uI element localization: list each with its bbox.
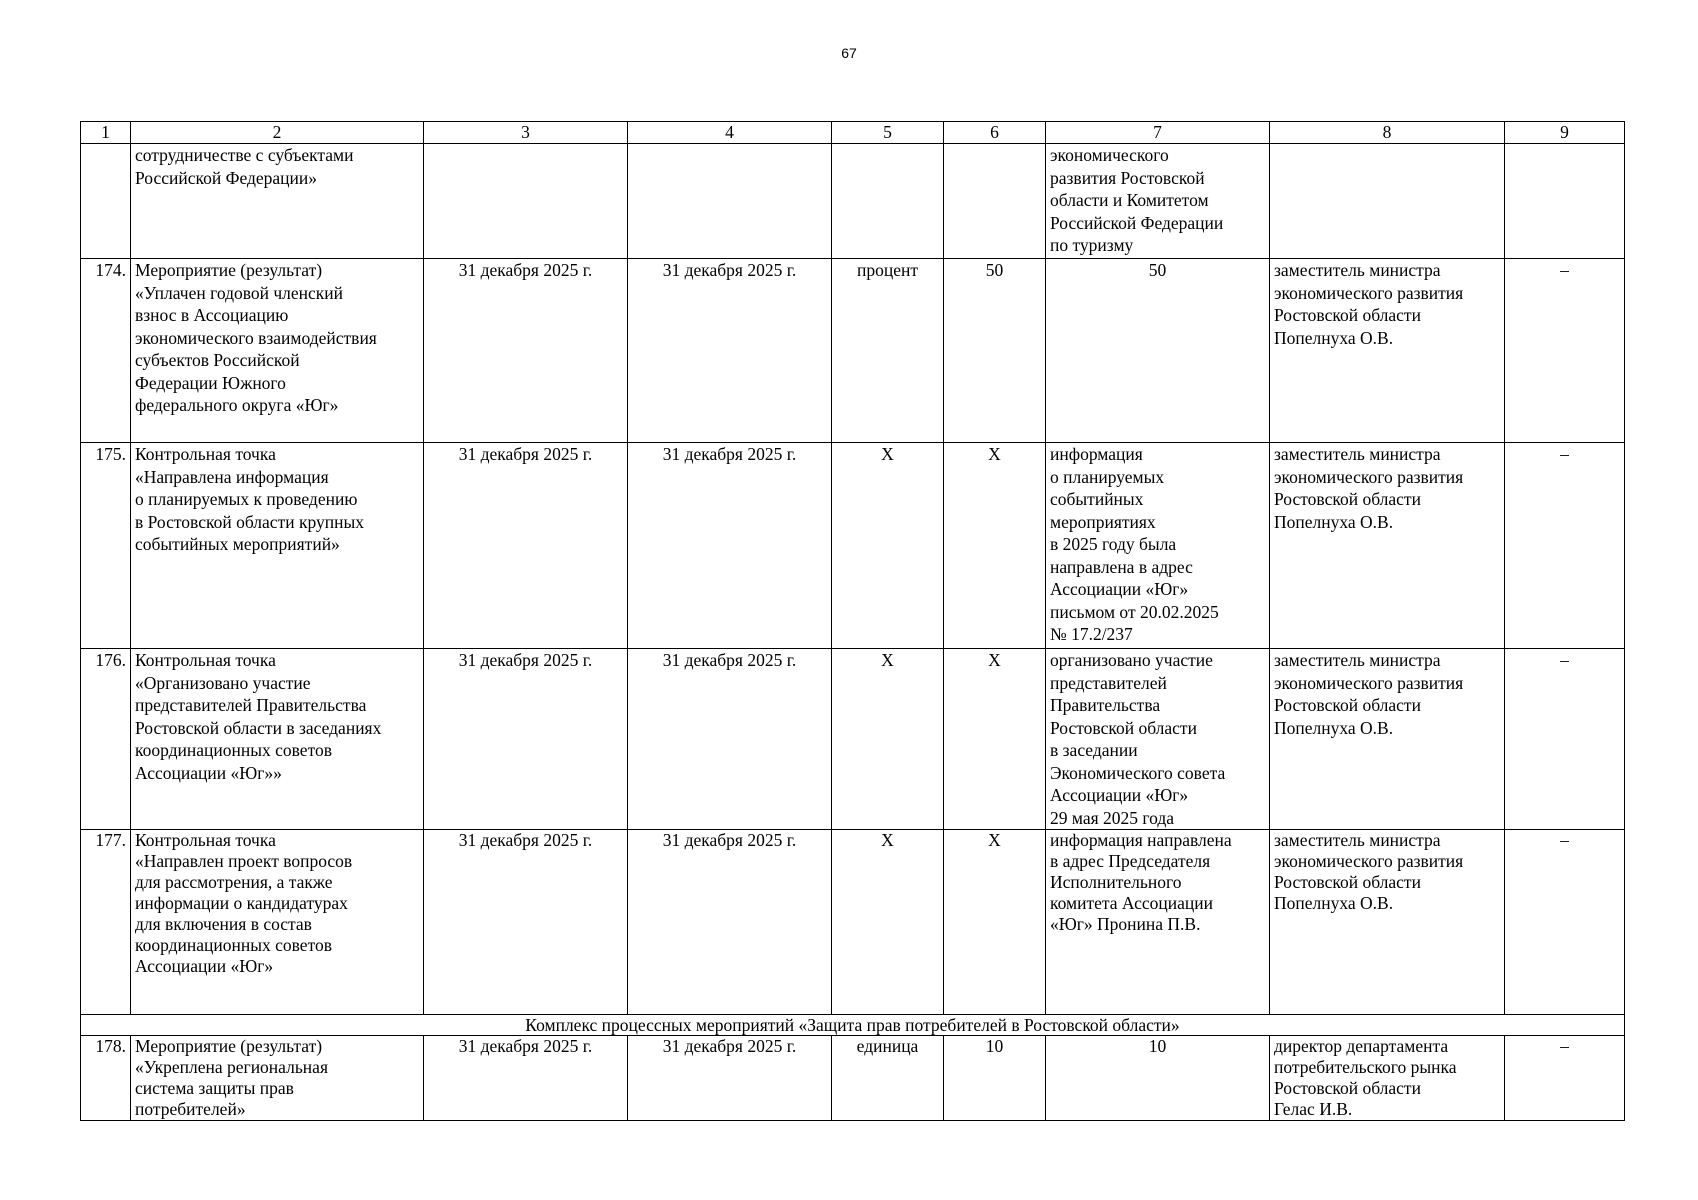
actual-date: 31 декабря 2025 г. bbox=[628, 830, 832, 1015]
actual-date: 31 декабря 2025 г. bbox=[628, 1036, 832, 1121]
table-row bbox=[81, 443, 1625, 649]
result: экономического развития Ростовской области и Комитетом Российской Федерации по туризму bbox=[1046, 144, 1270, 259]
planned-date: 31 декабря 2025 г. bbox=[424, 830, 628, 1015]
table-row bbox=[81, 259, 1625, 443]
page-number: 67 bbox=[841, 45, 857, 61]
planned-value: Х bbox=[944, 443, 1046, 649]
column-number: 6 bbox=[944, 122, 1046, 144]
unit: единица bbox=[832, 1036, 944, 1121]
actual-date: 31 декабря 2025 г. bbox=[628, 443, 832, 649]
responsible: заместитель министра экономического развития Ростовской области Попелнуха О.В. bbox=[1270, 830, 1505, 1015]
planned-date: 31 декабря 2025 г. bbox=[424, 1036, 628, 1121]
responsible: заместитель министра экономического развития Ростовской области Попелнуха О.В. bbox=[1270, 443, 1505, 649]
column-number: 1 bbox=[81, 122, 131, 144]
note: – bbox=[1505, 649, 1625, 830]
activity-name: Контрольная точка «Организовано участие представителей Правительства Ростовской области в заседаниях координационных советов Ассоциации «Юг»» bbox=[131, 649, 424, 830]
planned-value bbox=[944, 144, 1046, 259]
unit: Х bbox=[832, 649, 944, 830]
planned-value: 10 bbox=[944, 1036, 1046, 1121]
result: информация направлена в адрес Председателя Исполнительного комитета Ассоциации «Юг» Пронина П.В. bbox=[1046, 830, 1270, 1015]
row-number: 174. bbox=[81, 259, 131, 443]
note: – bbox=[1505, 1036, 1625, 1121]
column-number: 5 bbox=[832, 122, 944, 144]
responsible: заместитель министра экономического развития Ростовской области Попелнуха О.В. bbox=[1270, 259, 1505, 443]
row-number: 177. bbox=[81, 830, 131, 1015]
responsible: заместитель министра экономического развития Ростовской области Попелнуха О.В. bbox=[1270, 649, 1505, 830]
section-title: Комплекс процессных мероприятий «Защита прав потребителей в Ростовской области» bbox=[81, 1015, 1625, 1036]
activity-name: сотрудничестве с субъектами Российской Федерации» bbox=[131, 144, 424, 259]
row-number: 176. bbox=[81, 649, 131, 830]
activity-name: Мероприятие (результат) «Укреплена региональная система защиты прав потребителей» bbox=[131, 1036, 424, 1121]
actual-date: 31 декабря 2025 г. bbox=[628, 259, 832, 443]
activity-name: Мероприятие (результат) «Уплачен годовой членский взнос в Ассоциацию экономического взаимодействия субъектов Российской Федерации Южного федерального округа «Юг» bbox=[131, 259, 424, 443]
section-header-row bbox=[81, 1015, 1625, 1036]
responsible bbox=[1270, 144, 1505, 259]
planned-date bbox=[424, 144, 628, 259]
responsible: директор департамента потребительского рынка Ростовской области Гелас И.В. bbox=[1270, 1036, 1505, 1121]
note: – bbox=[1505, 830, 1625, 1015]
table-row bbox=[81, 1036, 1625, 1121]
column-number: 8 bbox=[1270, 122, 1505, 144]
planned-value: 50 bbox=[944, 259, 1046, 443]
unit: Х bbox=[832, 443, 944, 649]
unit: Х bbox=[832, 830, 944, 1015]
column-number: 9 bbox=[1505, 122, 1625, 144]
result: 10 bbox=[1046, 1036, 1270, 1121]
result: информация о планируемых событийных мероприятиях в 2025 году была направлена в адрес Ассоциации «Юг» письмом от 20.02.2025 № 17.2/237 bbox=[1046, 443, 1270, 649]
planned-value: Х bbox=[944, 649, 1046, 830]
unit: процент bbox=[832, 259, 944, 443]
result: организовано участие представителей Правительства Ростовской области в заседании Экономического совета Ассоциации «Юг» 29 мая 2025 года bbox=[1046, 649, 1270, 830]
planned-date: 31 декабря 2025 г. bbox=[424, 443, 628, 649]
column-number-row bbox=[81, 122, 1625, 144]
actual-date: 31 декабря 2025 г. bbox=[628, 649, 832, 830]
actual-date bbox=[628, 144, 832, 259]
activity-name: Контрольная точка «Направлен проект вопросов для рассмотрения, а также информации о кандидатурах для включения в состав координационных советов Ассоциации «Юг» bbox=[131, 830, 424, 1015]
row-number: 175. bbox=[81, 443, 131, 649]
unit bbox=[832, 144, 944, 259]
table-row bbox=[81, 144, 1625, 259]
planned-value: Х bbox=[944, 830, 1046, 1015]
column-number: 7 bbox=[1046, 122, 1270, 144]
table-row bbox=[81, 649, 1625, 830]
activity-name: Контрольная точка «Направлена информация о планируемых к проведению в Ростовской области крупных событийных мероприятий» bbox=[131, 443, 424, 649]
row-number: 178. bbox=[81, 1036, 131, 1121]
report-table bbox=[80, 121, 1625, 1121]
planned-date: 31 декабря 2025 г. bbox=[424, 649, 628, 830]
note bbox=[1505, 144, 1625, 259]
row-number bbox=[81, 144, 131, 259]
column-number: 2 bbox=[131, 122, 424, 144]
column-number: 3 bbox=[424, 122, 628, 144]
note: – bbox=[1505, 259, 1625, 443]
table-row bbox=[81, 830, 1625, 1015]
planned-date: 31 декабря 2025 г. bbox=[424, 259, 628, 443]
column-number: 4 bbox=[628, 122, 832, 144]
result: 50 bbox=[1046, 259, 1270, 443]
note: – bbox=[1505, 443, 1625, 649]
